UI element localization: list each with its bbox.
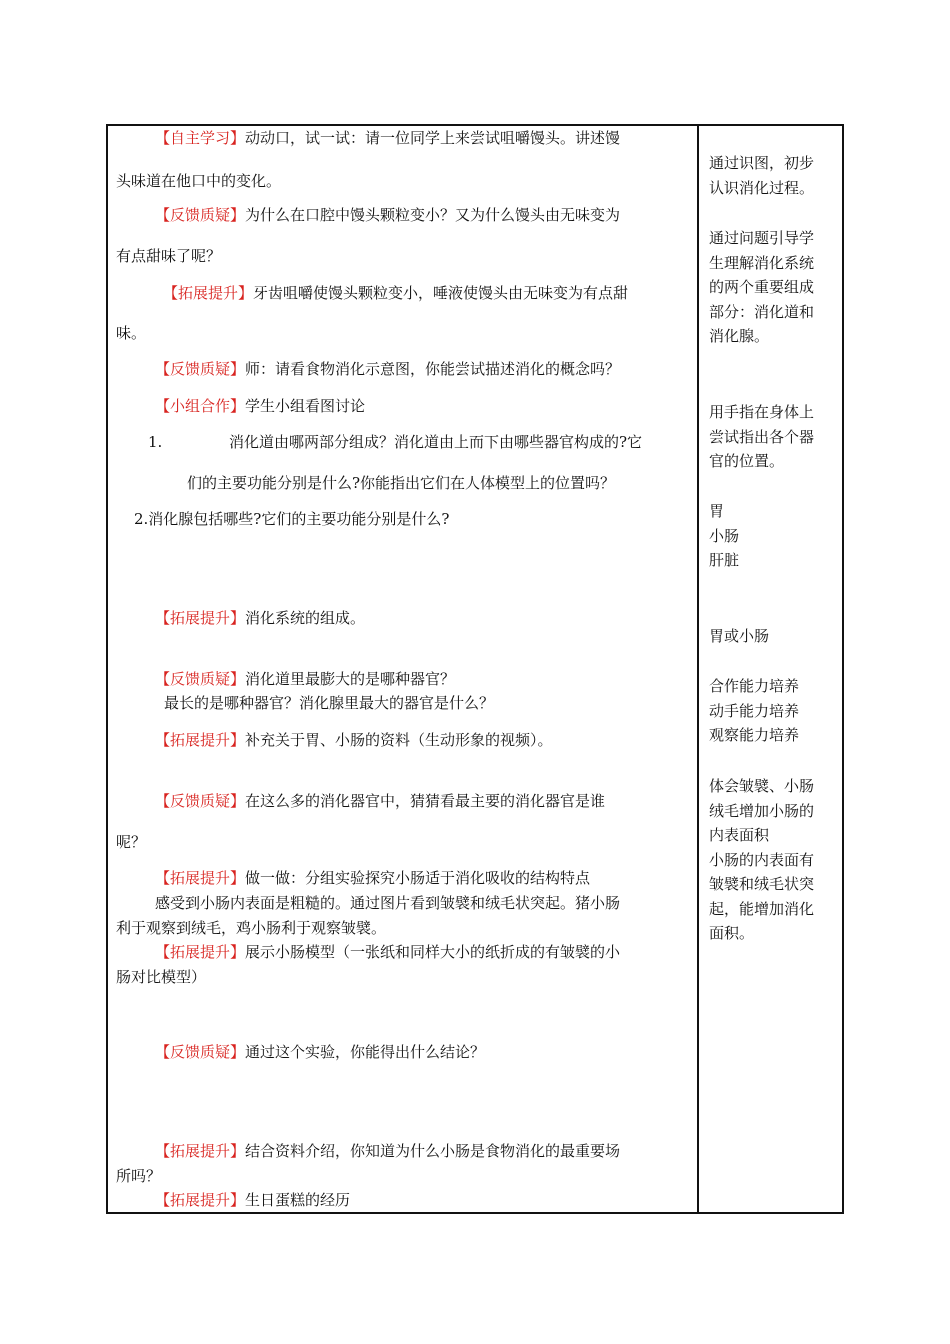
main-line: 感受到小肠内表面是粗糙的。通过图片看到皱襞和绒毛状突起。猪小肠 — [155, 894, 621, 912]
main-line: 所吗？ — [116, 1167, 162, 1185]
column-divider — [697, 124, 699, 1214]
section-tag: 【拓展提升】 — [155, 1142, 246, 1160]
section-tag: 【拓展提升】 — [155, 1191, 246, 1209]
main-line: 【拓展提升】补充关于胃、小肠的资料（生动形象的视频）。 — [155, 731, 553, 749]
section-tag: 【拓展提升】 — [155, 731, 246, 749]
section-tag: 【反馈质疑】 — [155, 1043, 246, 1061]
section-tag: 【小组合作】 — [155, 397, 246, 415]
section-tag: 【拓展提升】 — [163, 284, 254, 302]
section-tag: 【拓展提升】 — [155, 869, 246, 887]
main-line: 最长的是哪种器官？消化腺里最大的器官是什么？ — [164, 694, 495, 712]
main-line: 【拓展提升】生日蛋糕的经历 — [155, 1191, 351, 1209]
main-line: 【反馈质疑】消化道里最膨大的是哪种器官？ — [155, 670, 456, 688]
side-note: 合作能力培养 动手能力培养 观察能力培养 — [709, 677, 800, 744]
main-line: 【反馈质疑】在这么多的消化器官中，猜猜看最主要的消化器官是谁 — [155, 792, 606, 810]
main-line: 有点甜味了呢？ — [116, 247, 222, 265]
section-tag: 【拓展提升】 — [155, 609, 246, 627]
main-line: 【反馈质疑】通过这个实验，你能得出什么结论？ — [155, 1043, 486, 1061]
section-tag: 【拓展提升】 — [155, 943, 246, 961]
main-line: 2.消化腺包括哪些?它们的主要功能分别是什么? — [134, 510, 450, 528]
main-line: 们的主要功能分别是什么?你能指出它们在人体模型上的位置吗？ — [187, 474, 616, 492]
main-line: 【反馈质疑】师：请看食物消化示意图，你能尝试描述消化的概念吗？ — [155, 360, 621, 378]
main-line: 呢？ — [116, 833, 147, 851]
main-line: 【拓展提升】牙齿咀嚼使馒头颗粒变小，唾液使馒头由无味变为有点甜 — [163, 284, 629, 302]
main-line: 味。 — [116, 324, 147, 342]
side-note: 通过识图，初步 认识消化过程。 — [709, 154, 815, 197]
section-tag: 【反馈质疑】 — [155, 206, 246, 224]
main-line: 【拓展提升】展示小肠模型（一张纸和同样大小的纸折成的有皱襞的小 — [155, 943, 621, 961]
main-line: 【小组合作】学生小组看图讨论 — [155, 397, 366, 415]
section-tag: 【自主学习】 — [155, 129, 246, 147]
main-line: 【拓展提升】结合资料介绍，你知道为什么小肠是食物消化的最重要场 — [155, 1142, 621, 1160]
section-tag: 【反馈质疑】 — [155, 360, 246, 378]
main-line: 【拓展提升】消化系统的组成。 — [155, 609, 366, 627]
main-line: 1. 消化道由哪两部分组成？消化道由上而下由哪些器官构成的?它 — [148, 433, 643, 451]
side-note: 用手指在身体上 尝试指出各个器 官的位置。 — [709, 403, 815, 470]
side-note: 通过问题引导学 生理解消化系统 的两个重要组成 部分：消化道和 消化腺。 — [709, 229, 815, 345]
side-note: 体会皱襞、小肠 绒毛增加小肠的 内表面积 小肠的内表面有 皱襞和绒毛状突 起，能增加消化 面积。 — [709, 777, 815, 942]
side-note: 胃或小肠 — [709, 627, 770, 645]
list-number: 1. — [148, 433, 163, 451]
section-tag: 【反馈质疑】 — [155, 792, 246, 810]
main-line: 头味道在他口中的变化。 — [116, 172, 282, 190]
section-tag: 【反馈质疑】 — [155, 670, 246, 688]
main-line: 【自主学习】动动口，试一试：请一位同学上来尝试咀嚼馒头。讲述馒 — [155, 129, 621, 147]
main-line: 【反馈质疑】为什么在口腔中馒头颗粒变小？又为什么馒头由无味变为 — [155, 206, 621, 224]
side-note: 胃 小肠 肝脏 — [709, 502, 740, 569]
main-line: 利于观察到绒毛，鸡小肠利于观察皱襞。 — [116, 919, 387, 937]
main-line: 肠对比模型） — [116, 968, 207, 986]
main-line: 【拓展提升】做一做：分组实验探究小肠适于消化吸收的结构特点 — [155, 869, 591, 887]
